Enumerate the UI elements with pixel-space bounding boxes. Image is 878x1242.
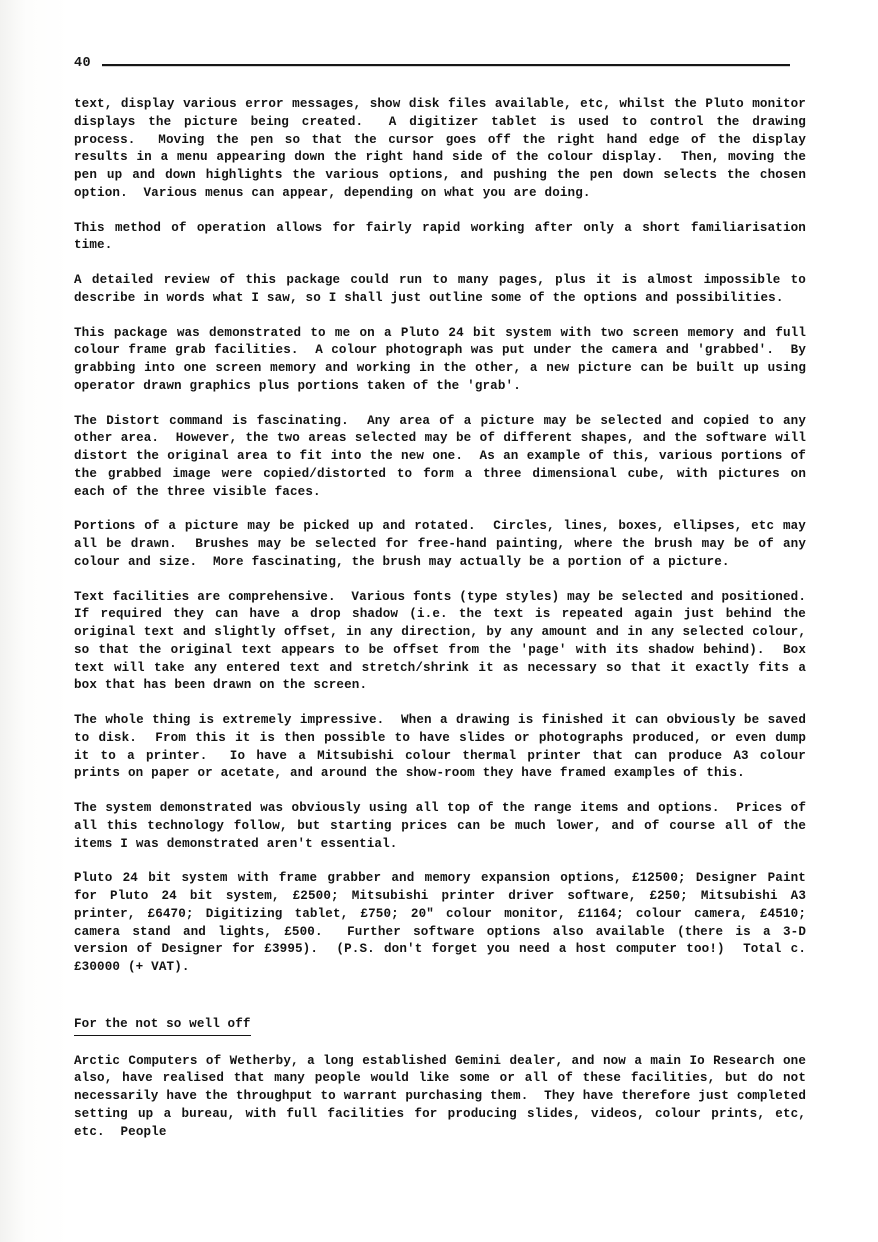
page-number: 40 [74,56,92,72]
paragraph-6: Portions of a picture may be picked up and rotated. Circles, lines, boxes, ellipses, etc may all be drawn. Brushes may be selected for free-hand painting, where the brush may be of any colour and size. More fascinating, the brush may actually be a portion of a picture. [74,519,814,569]
header-rule [102,64,790,66]
paragraph-pricing: Pluto 24 bit system with frame grabber and memory expansion options, £12500; Designer Paint for Pluto 24 bit system, £2500; Mitsubishi printer driver software, £250; Mitsubishi A3 printer, £6470; Digitizing tablet, £750; 20" colour monitor, £1164; colour camera, £4510; camera stand and lights, £500. Further software options also available (there is a 3-D version of Designer for £3995). (P.S. don't forget you need a host computer too!) Total c. £30000 (+ VAT). [74,871,814,974]
paragraph-8: The whole thing is extremely impressive. When a drawing is finished it can obviously be saved to disk. From this it is then possible to have slides or photographs produced, or even dump it to a printer. Io have a Mitsubishi colour thermal printer that can produce A3 colour prints on paper or acetate, and around the show-room they have framed examples of this. [74,713,814,781]
paragraph-4: This package was demonstrated to me on a Pluto 24 bit system with two screen memory and full colour frame grab facilities. A colour photograph was put under the camera and 'grabbed'. By grabbing into one screen memory and working in the other, a new picture can be built up using operator drawn graphics plus portions taken of the 'grab'. [74,325,814,393]
paragraph-3: A detailed review of this package could run to many pages, plus it is almost impossible to describe in words what I saw, so I shall just outline some of the options and possibilities. [74,273,814,305]
body-text-column [74,96,822,1141]
paragraph-10: Arctic Computers of Wetherby, a long established Gemini dealer, and now a main Io Research one also, have realised that many people would like some or all of these facilities, but do not necessarily have the throughput to warrant purchasing them. They have therefore just completed setting up a bureau, with full facilities for producing slides, videos, colour prints, etc, etc. People [74,1053,814,1139]
paragraph-2: This method of operation allows for fairly rapid working after only a short familiarisation time. [74,220,814,253]
paragraph-5: The Distort command is fascinating. Any area of a picture may be selected and copied to any other area. However, the two areas selected may be of different shapes, and the software will distort the original area to fit into the new one. As an example of this, various portions of the grabbed image were copied/distorted to form a three dimensional cube, with pictures on each of the three visible faces. [74,413,814,499]
section-heading-wrapper [74,994,806,1053]
section-heading: For the not so well off [74,1016,251,1036]
paragraph-9: The system demonstrated was obviously using all top of the range items and options. Prices of all this technology follow, but starting prices can be much lower, and of course all of the items I was demonstrated aren't essential. [74,801,814,851]
paragraph-1: text, display various error messages, show disk files available, etc, whilst the Pluto monitor displays the picture being created. A digitizer tablet is used to control the drawing process. Moving the pen so that the cursor goes off the right hand edge of the display results in a menu appearing down the right hand side of the colour display. Then, moving the pen up and down highlights the various options, and pushing the pen down selects the chosen option. Various menus can appear, depending on what you are doing. [74,97,814,200]
page-header [74,54,790,74]
paragraph-7: Text facilities are comprehensive. Various fonts (type styles) may be selected and positioned. If required they can have a drop shadow (i.e. the text is repeated again just behind the original text and slightly offset, in any direction, by any amount and in any selected colour, so that the original text appears to be offset from the 'page' with its shadow behind). Box text will take any entered text and stretch/shrink it as necessary so that it exactly fits a box that has been drawn on the screen. [74,589,822,693]
